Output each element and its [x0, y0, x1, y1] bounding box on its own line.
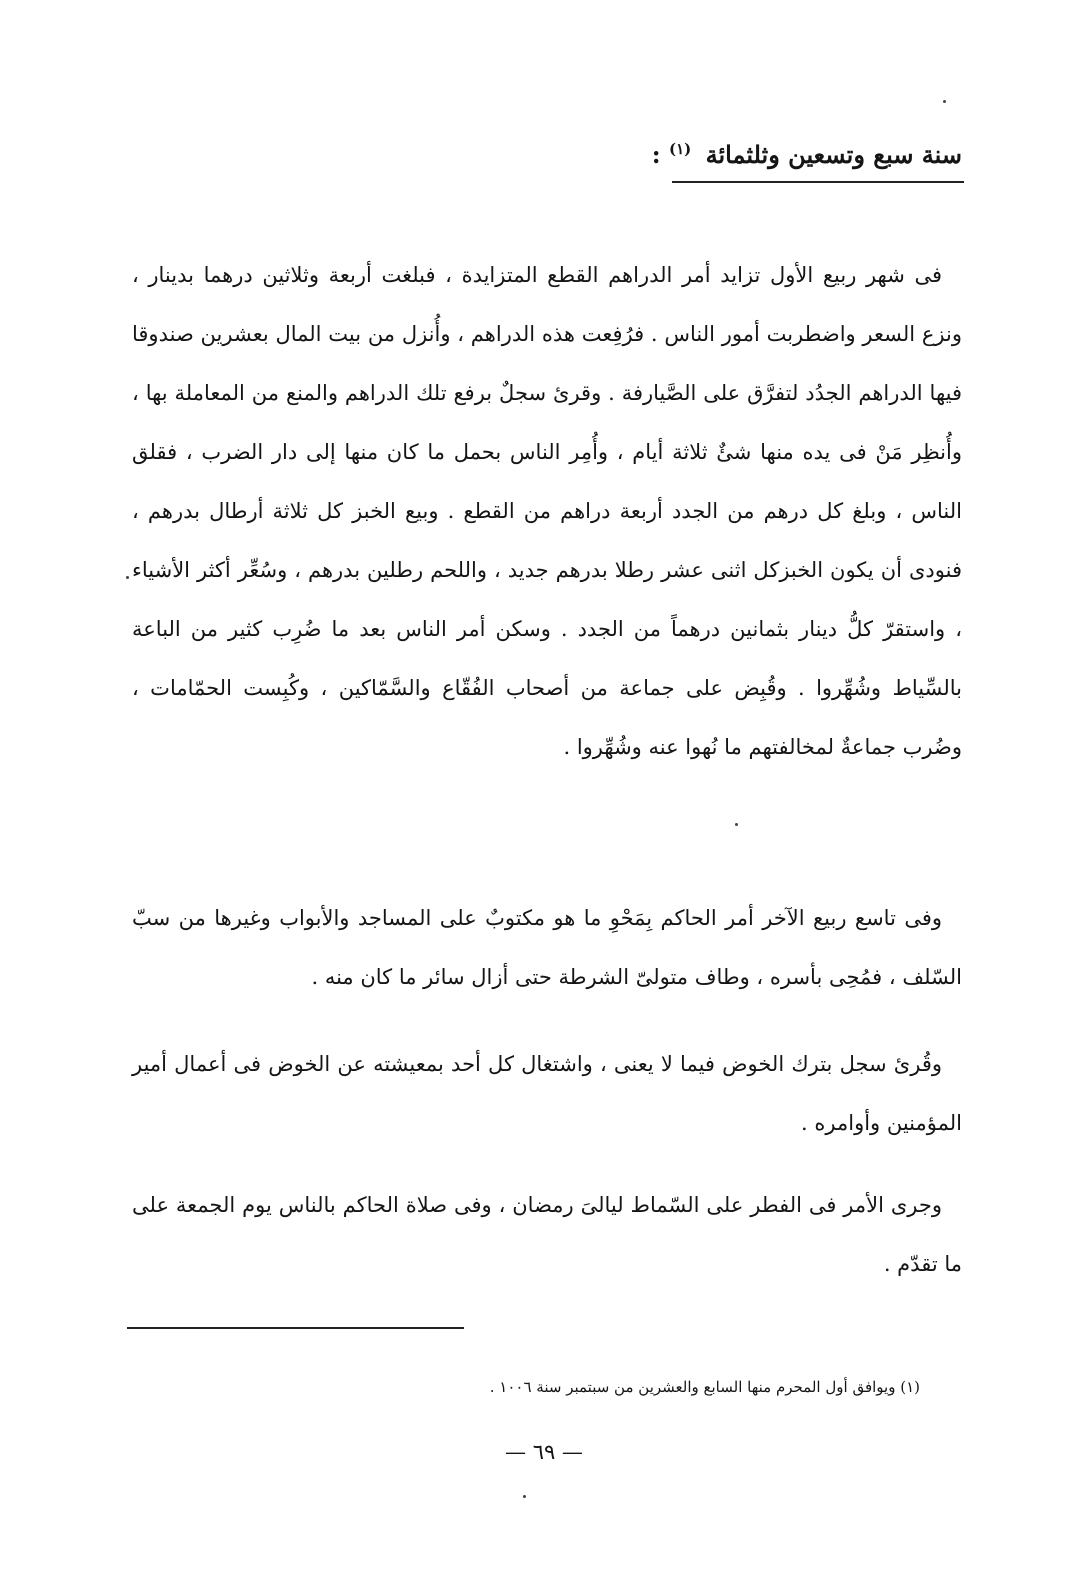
- footnote-separator: [127, 1327, 464, 1329]
- paragraph-4: وجرى الأمر فى الفطر على السّماط ليالىَ رمضان ، وفى صلاة الحاكم بالناس يوم الجمعة على ما تقدّم .: [132, 1193, 962, 1276]
- footnote: (١) ويوافق أول المحرم منها السابع والعشرين من سبتمبر سنة ١٠٠٦ .: [489, 1378, 920, 1396]
- footnote-reference: (١): [668, 140, 692, 158]
- scan-speck: [126, 576, 129, 579]
- page-number: — ٦٩ —: [505, 1440, 583, 1464]
- scan-speck: [735, 823, 738, 826]
- scan-speck: [943, 100, 946, 103]
- paragraph-1: فى شهر ربيع الأول تزايد أمر الدراهم القطع المتزايدة ، فبلغت أربعة وثلاثين درهما بدينار ، ونزع السعر واضطربت أمور الناس . فرُفِعت هذه الدراهم ، وأُنزل من بيت المال بعشرين صندوقا فيها الدراهم الجدُد لتفرَّق على الصَّيارفة . وقرئ سجلٌ برفع تلك الدراهم والمنع من المعاملة بها ، وأُنظِر مَنْ فى يده منها شئٌ ثلاثة أيام ، وأُمِر الناس بحمل ما كان منها إلى دار الضرب ، فقلق الناس ، وبلغ كل درهم من الجدد أربعة دراهم من القطع . وبيع الخبز كل ثلاثة أرطال بدرهم ، فنودى أن يكون الخبزكل اثنى عشر رطلا بدرهم جديد ، واللحم رطلين بدرهم ، وسُعِّر أكثر الأشياء ، واستقرّ كلُّ دينار بثمانين درهماً من الجدد . وسكن أمر الناس بعد ما ضُرِب كثير من الباعة بالسِّياط وشُهِّروا . وقُبِض على جماعة من أصحاب الفُقّاع والسَّمّاكين ، وكُبِست الحمّامات ، وضُرب جماعةٌ لمخالفتهم ما نُهوا عنه وشُهِّروا .: [132, 263, 962, 759]
- section-heading: [652, 140, 962, 169]
- paragraph-3: وقُرئ سجل بترك الخوض فيما لا يعنى ، واشتغال كل أحد بمعيشته عن الخوض فى أعمال أمير المؤمنين وأوامره .: [132, 1052, 962, 1135]
- scan-speck: [523, 1495, 526, 1498]
- heading-colon: :: [651, 140, 661, 169]
- paragraph-2: وفى تاسع ربيع الآخر أمر الحاكم بِمَحْوِ ما هو مكتوبٌ على المساجد والأبواب وغيرها من سبّ السّلف ، فمُحِى بأسره ، وطاف متولىّ الشرطة حتى أزال سائر ما كان منه .: [132, 906, 962, 989]
- heading-underline: [672, 181, 964, 183]
- heading-title: سنة سبع وتسعين وثلثمائة: [705, 140, 962, 169]
